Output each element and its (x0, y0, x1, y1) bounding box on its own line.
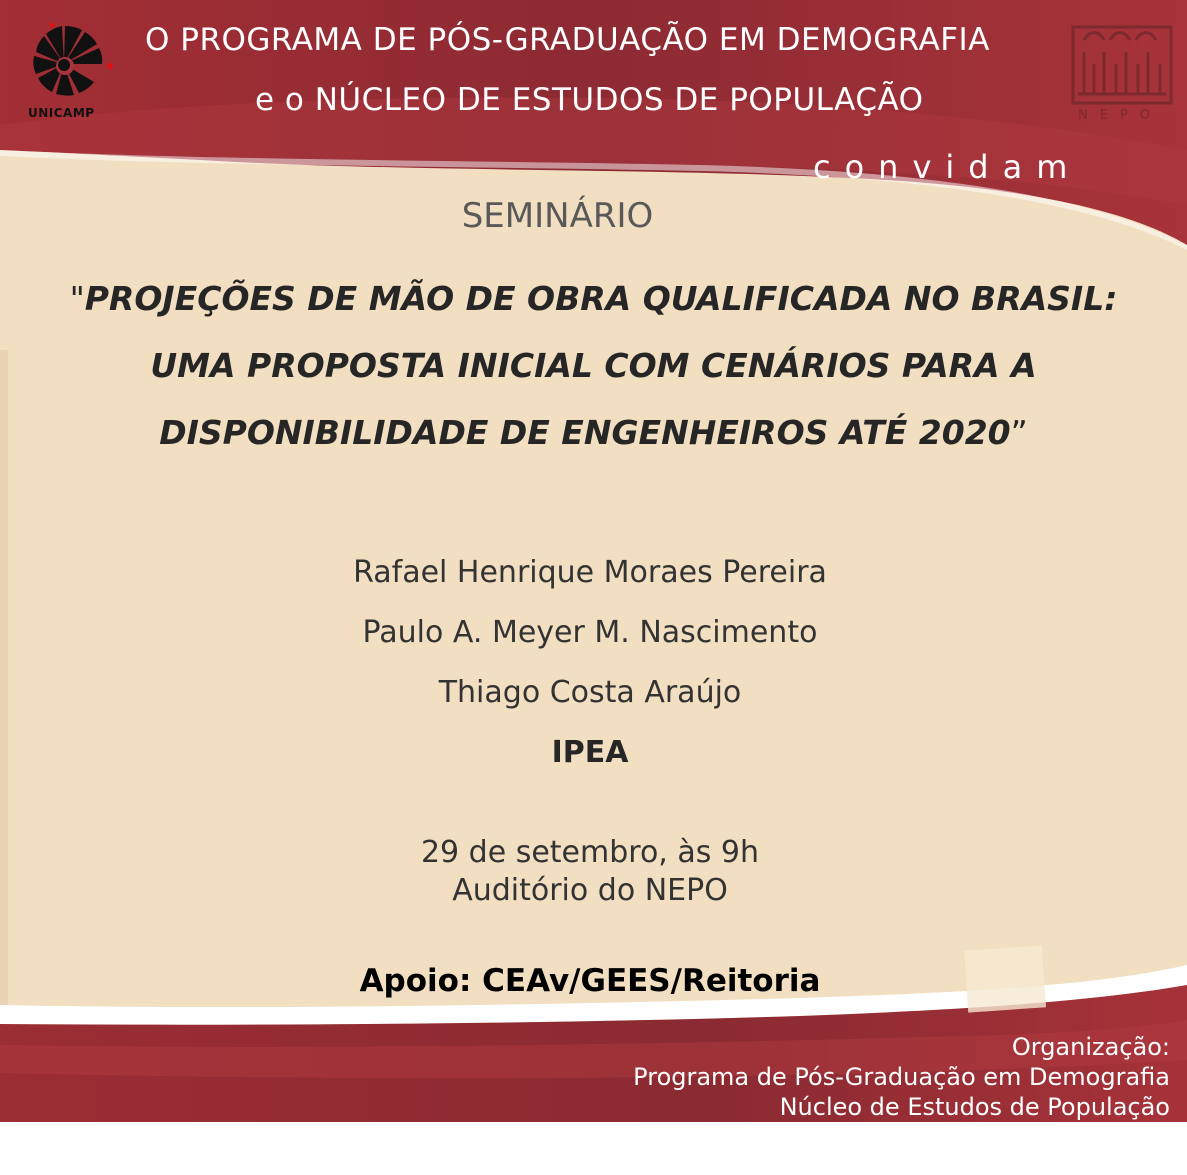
event-type: SEMINÁRIO (461, 196, 654, 236)
title-line-3-text: DISPONIBILIDADE DE ENGENHEIROS ATÉ 2020 (159, 413, 1011, 452)
title-open-quote: " (69, 279, 85, 318)
unicamp-logo-text: UNICAMP (28, 106, 95, 120)
organization-line: Programa de Pós-Graduação em Demografia (633, 1063, 1170, 1091)
nepo-logo-text: NEPO (1078, 108, 1163, 123)
speaker-name: Rafael Henrique Moraes Pereira (353, 555, 827, 590)
title-close-quote: ” (1010, 413, 1028, 452)
event-title-line-1 (0, 279, 1187, 318)
event-datetime: 29 de setembro, às 9h (420, 835, 760, 870)
event-venue: Auditório do NEPO (452, 873, 728, 908)
organization-line: Núcleo de Estudos de População (779, 1093, 1170, 1121)
organization-label: Organização: (1011, 1033, 1170, 1061)
title-line-1-text: PROJEÇÕES DE MÃO DE OBRA QUALIFICADA NO BRASIL: (84, 279, 1118, 318)
event-support: Apoio: CEAv/GEES/Reitoria (359, 963, 821, 999)
event-title-line-2: UMA PROPOSTA INICIAL COM CENÁRIOS PARA A (150, 346, 1037, 385)
speaker-institution: IPEA (551, 735, 629, 770)
invite-verb: convidam (813, 148, 1082, 186)
nepo-logo-icon (1070, 24, 1174, 108)
header-line-1: O PROGRAMA DE PÓS-GRADUAÇÃO EM DEMOGRAFIA (145, 22, 990, 58)
event-title-line-3 (0, 413, 1187, 452)
header-line-2: e o NÚCLEO DE ESTUDOS DE POPULAÇÃO (255, 82, 924, 118)
unicamp-logo-icon (24, 22, 116, 104)
speaker-name: Thiago Costa Araújo (438, 675, 742, 710)
speaker-name: Paulo A. Meyer M. Nascimento (362, 615, 818, 650)
